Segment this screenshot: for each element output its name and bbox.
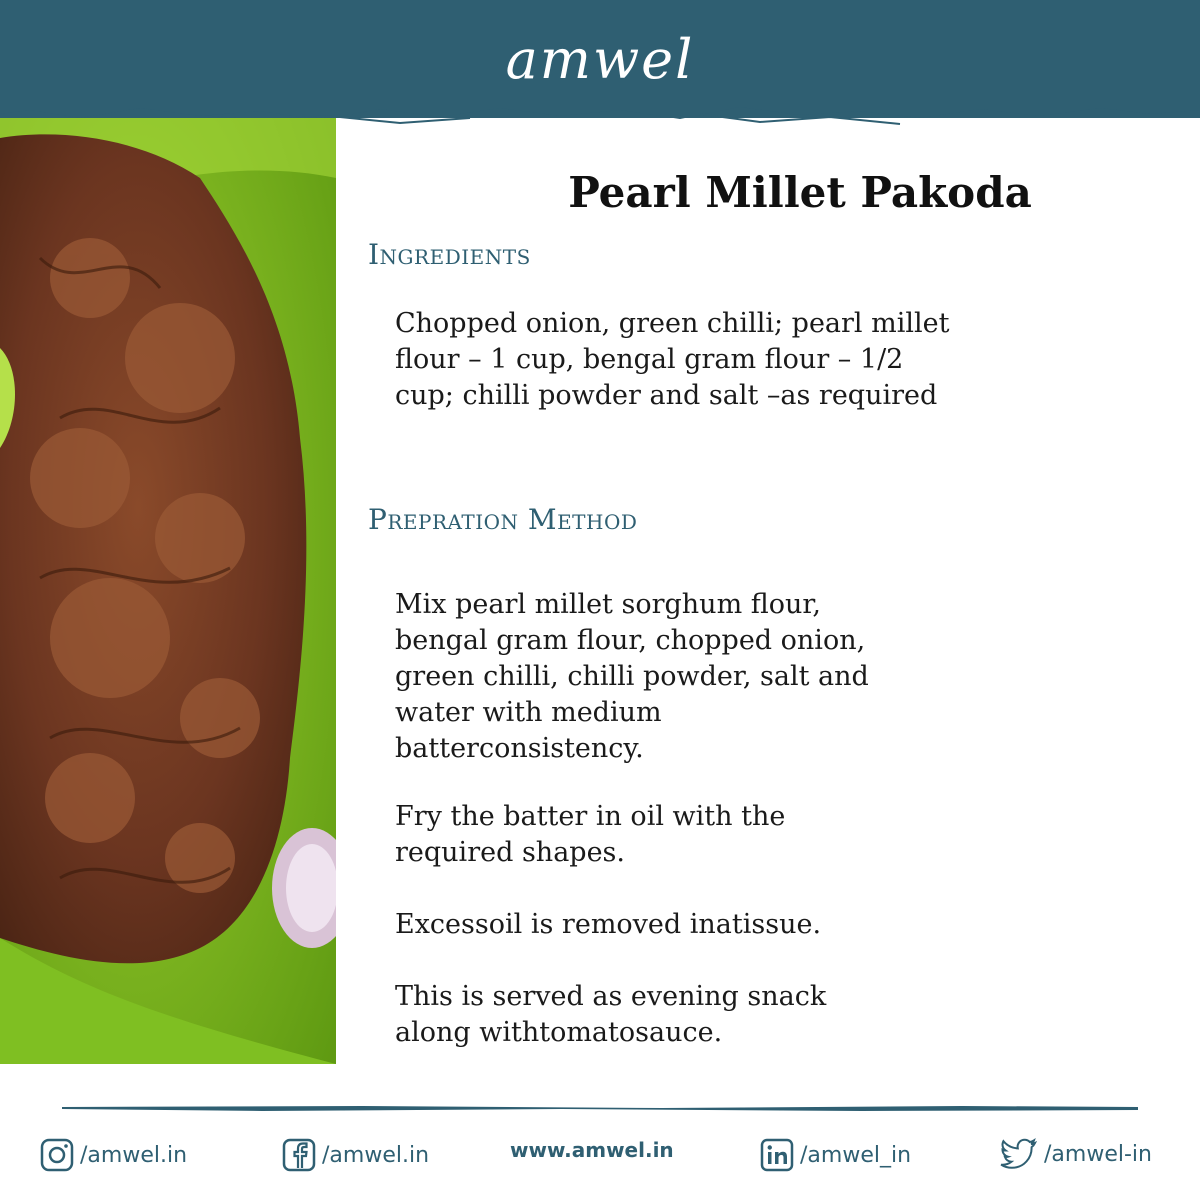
linkedin-handle: /amwel_in [800, 1142, 912, 1168]
brand-logo[interactable]: amwel [505, 28, 695, 91]
ingredients-heading: Ingredients [368, 238, 531, 271]
instagram-link[interactable] [40, 1138, 187, 1172]
twitter-link[interactable] [1000, 1138, 1152, 1170]
method-step: Mix pearl millet sorghum flour, bengal gram flour, chopped onion, green chilli, chilli powder, salt and water with medium batterconsistency. [395, 589, 869, 764]
footer-divider [62, 1104, 1138, 1112]
facebook-icon [282, 1138, 316, 1172]
linkedin-icon [760, 1138, 794, 1172]
instagram-icon [40, 1138, 74, 1172]
facebook-link[interactable] [282, 1138, 429, 1172]
pakoda-photo [0, 118, 336, 1064]
method-step: Fry the batter in oil with the required shapes. [395, 801, 786, 868]
recipe-title: Pearl Millet Pakoda [568, 168, 1032, 217]
ingredients-text: Chopped onion, green chilli; pearl millet flour – 1 cup, bengal gram flour – 1/2 cup; chilli powder and salt –as required [395, 308, 950, 411]
method-step: Excessoil is removed inatissue. [395, 909, 822, 940]
website-url: www.amwel.in [510, 1138, 674, 1162]
twitter-handle: /amwel-in [1044, 1141, 1152, 1167]
twitter-icon [1000, 1138, 1038, 1170]
website-link[interactable] [510, 1138, 674, 1162]
method-heading: Prepration Method [368, 503, 638, 536]
linkedin-link[interactable] [760, 1138, 911, 1172]
method-step: This is served as evening snack along withtomatosauce. [395, 981, 827, 1048]
facebook-handle: /amwel.in [322, 1142, 430, 1168]
instagram-handle: /amwel.in [80, 1142, 188, 1168]
